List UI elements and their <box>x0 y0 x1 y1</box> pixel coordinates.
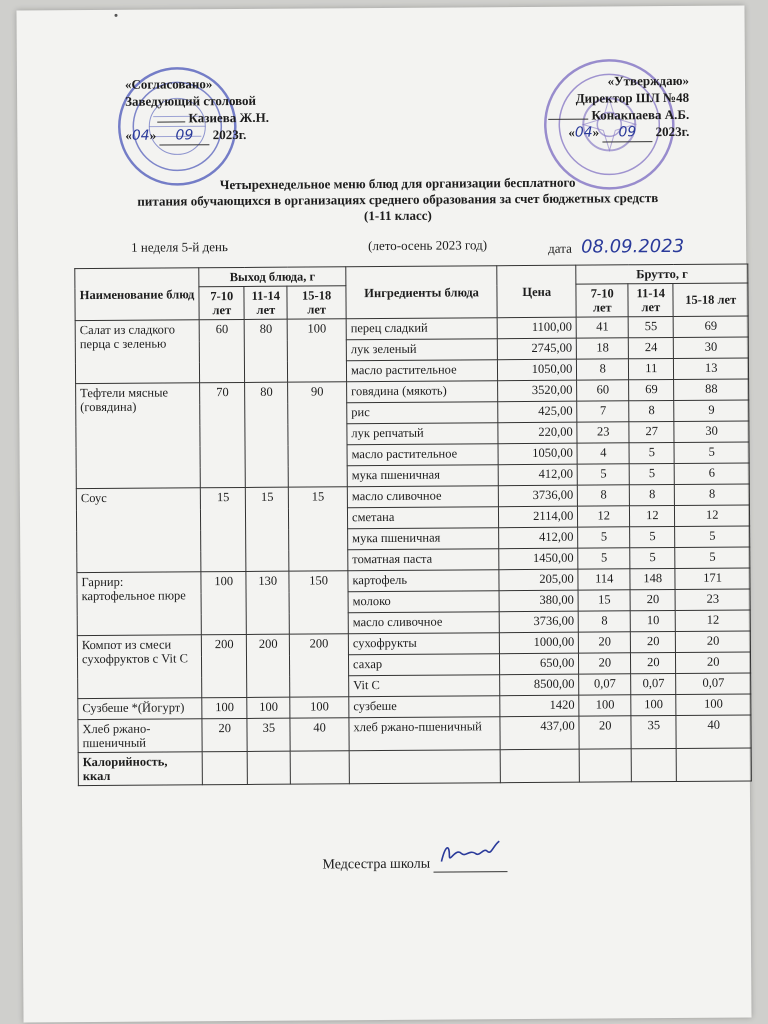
ingredient-name: молоко <box>348 591 499 613</box>
gross-age2: 0,07 <box>631 673 676 694</box>
gross-age2: 24 <box>629 337 674 358</box>
ingredient-price: 220,00 <box>498 422 577 444</box>
dish-yield-y1: 20 <box>202 718 247 751</box>
gross-age3: 8 <box>675 484 750 506</box>
gross-age3: 13 <box>674 358 749 380</box>
approval-left-position: Заведующий столовой <box>125 92 257 109</box>
gross-age3: 12 <box>675 505 750 527</box>
approval-left-day: 04 <box>131 127 150 144</box>
approval-right-position: Директор ШЛ №48 <box>575 89 690 106</box>
dish-yield-y3: 100 <box>287 319 346 382</box>
dish-yield-y1: 100 <box>201 571 247 634</box>
gross-age1: 8 <box>577 359 629 380</box>
date-value: 08.09.2023 <box>580 235 685 258</box>
dish-name: Салат из сладкого перца с зеленью <box>75 320 200 384</box>
header-yield-age3: 15-18 лет <box>287 286 346 319</box>
gross-age1: 60 <box>577 380 629 401</box>
dish-yield-y1: 70 <box>200 382 246 487</box>
gross-age2: 5 <box>630 547 675 568</box>
menu-table <box>74 263 752 786</box>
gross-age3: 6 <box>675 463 750 485</box>
gross-age1: 12 <box>578 506 630 527</box>
gross-age1: 18 <box>577 338 629 359</box>
dish-yield-y2: 35 <box>247 718 290 751</box>
gross-age1: 114 <box>578 569 630 590</box>
gross-age3: 30 <box>674 421 749 443</box>
ingredient-price: 650,00 <box>500 653 579 675</box>
ingredient-name: масло растительное <box>346 360 497 382</box>
header-ingredients: Ингредиенты блюда <box>346 266 498 319</box>
gross-age1: 23 <box>577 422 629 443</box>
gross-age2: 55 <box>628 316 673 337</box>
approval-left-name: Казиева Ж.Н. <box>188 109 270 126</box>
approval-left-year: 2023г. <box>212 126 247 143</box>
ingredient-name: картофель <box>348 570 499 592</box>
dish-name: Хлеб ржано-пшеничный <box>78 719 202 753</box>
gross-age2: 5 <box>629 442 674 463</box>
ingredient-name: хлеб ржано-пшеничный <box>349 717 501 751</box>
calories-row <box>78 748 751 786</box>
approval-left-month: 09 <box>175 127 194 144</box>
dish-name: Тефтели мясные (говядина) <box>76 383 201 489</box>
gross-age2: 35 <box>631 715 676 748</box>
ingredient-name: лук зеленый <box>346 339 497 361</box>
dish-yield-y3: 100 <box>290 697 349 718</box>
gross-age3: 40 <box>676 715 751 749</box>
signature-icon <box>435 839 505 869</box>
gross-age3: 20 <box>676 652 751 674</box>
gross-age1: 0,07 <box>579 674 631 695</box>
dish-yield-y1: 15 <box>201 487 247 571</box>
ingredient-name: мука пшеничная <box>348 528 499 550</box>
calories-cell <box>500 749 579 783</box>
menu-table-body <box>75 316 751 786</box>
header-yield-age2: 11-14 лет <box>244 286 287 319</box>
gross-age1: 8 <box>578 611 630 632</box>
header-yield-age1: 7-10 лет <box>199 286 244 319</box>
ingredient-price: 2114,00 <box>499 506 578 528</box>
gross-age2: 20 <box>630 589 675 610</box>
header-dish: Наименование блюд <box>75 268 200 321</box>
calories-cell <box>349 750 501 784</box>
ingredient-price: 1100,00 <box>497 317 576 339</box>
gross-age2: 69 <box>629 379 674 400</box>
ingredient-name: масло сливочное <box>347 486 498 508</box>
gross-age2: 5 <box>629 463 674 484</box>
nurse-label: Медсестра школы <box>322 856 431 873</box>
dish-yield-y3: 15 <box>289 487 348 571</box>
ingredient-price: 205,00 <box>499 569 578 591</box>
ingredient-price: 3520,00 <box>498 380 577 402</box>
ingredient-name: рис <box>347 402 498 424</box>
dish-yield-y2: 80 <box>244 319 287 382</box>
ingredient-name: Vit C <box>349 675 500 697</box>
gross-age3: 5 <box>675 526 750 548</box>
document-title <box>118 174 678 226</box>
ingredient-price: 3736,00 <box>499 611 578 633</box>
ingredient-price: 425,00 <box>498 401 577 423</box>
gross-age2: 20 <box>631 631 676 652</box>
gross-age3: 20 <box>676 631 751 653</box>
gross-age3: 69 <box>674 316 749 338</box>
gross-age1: 15 <box>578 590 630 611</box>
gross-age3: 30 <box>674 337 749 359</box>
gross-age3: 23 <box>675 589 750 611</box>
ingredient-name: масло растительное <box>347 444 498 466</box>
header-gross-age2: 11-14 лет <box>628 283 673 316</box>
gross-age2: 10 <box>630 610 675 631</box>
ingredient-price: 437,00 <box>500 716 579 750</box>
gross-age2: 20 <box>631 652 676 673</box>
season: (лето-осень 2023 год) <box>368 237 488 254</box>
calories-cell <box>631 748 676 781</box>
dish-yield-y3: 90 <box>288 382 347 487</box>
gross-age3: 88 <box>674 379 749 401</box>
calories-cell <box>290 751 349 784</box>
title-line-1: Четырехнедельное меню блюд для организации бесплатного <box>219 174 576 193</box>
gross-age1: 5 <box>578 548 630 569</box>
approval-right-date: «04» 09 2023г. <box>568 123 690 141</box>
gross-age1: 7 <box>577 401 629 422</box>
calories-cell <box>248 751 291 784</box>
table-row <box>78 715 751 753</box>
ingredient-name: сухофрукты <box>348 633 499 655</box>
approval-left-name-line <box>125 109 269 127</box>
ingredient-price: 8500,00 <box>500 674 579 696</box>
gross-age2: 148 <box>630 568 675 589</box>
ingredient-price: 412,00 <box>499 527 578 549</box>
approval-left-date: «04» 09 2023г. <box>125 126 247 144</box>
calories-cell <box>677 748 752 782</box>
document-page <box>16 5 751 1022</box>
ingredient-name: лук репчатый <box>347 423 498 445</box>
header-gross-age3: 15-18 лет <box>673 283 748 317</box>
approval-right-year: 2023г. <box>655 123 690 140</box>
page-mark <box>115 14 118 17</box>
gross-age3: 5 <box>675 547 750 569</box>
approval-right-day: 04 <box>574 124 593 141</box>
gross-age3: 100 <box>676 694 751 716</box>
dish-name: Сузбеше *(Йогурт) <box>78 698 202 720</box>
gross-age1: 41 <box>576 317 628 338</box>
gross-age1: 20 <box>579 653 631 674</box>
dish-yield-y3: 150 <box>289 571 348 634</box>
week-day: 1 неделя 5-й день <box>131 239 228 255</box>
ingredient-price: 1420 <box>500 695 579 717</box>
gross-age2: 5 <box>630 526 675 547</box>
dish-yield-y2: 200 <box>247 634 290 697</box>
gross-age1: 100 <box>579 695 631 716</box>
dish-yield-y1: 100 <box>202 697 247 718</box>
title-line-3: (1-11 класс) <box>363 207 432 224</box>
gross-age3: 12 <box>676 610 751 632</box>
dish-yield-y2: 100 <box>247 697 290 718</box>
gross-age2: 12 <box>630 505 675 526</box>
dish-yield-y3: 200 <box>290 634 349 697</box>
gross-age2: 8 <box>629 400 674 421</box>
approval-left-title: «Согласовано» <box>124 76 213 92</box>
dish-yield-y1: 60 <box>199 319 245 382</box>
gross-age3: 0,07 <box>676 673 751 695</box>
dish-yield-y3: 40 <box>290 718 349 751</box>
gross-age1: 20 <box>579 632 631 653</box>
approval-right-month: 09 <box>618 124 637 141</box>
dish-yield-y2: 15 <box>246 487 289 571</box>
ingredient-price: 1050,00 <box>498 443 577 465</box>
calories-cell <box>579 749 631 782</box>
ingredient-name: масло сливочное <box>348 612 499 634</box>
gross-age1: 5 <box>577 464 629 485</box>
dish-yield-y1: 200 <box>202 634 248 697</box>
ingredient-name: перец сладкий <box>346 318 497 340</box>
approval-block-left <box>125 75 269 146</box>
gross-age1: 4 <box>577 443 629 464</box>
ingredient-price: 380,00 <box>499 590 578 612</box>
date-label: дата <box>548 240 572 256</box>
gross-age1: 5 <box>578 527 630 548</box>
gross-age3: 171 <box>675 568 750 590</box>
gross-age1: 20 <box>579 716 631 749</box>
gross-age3: 5 <box>674 442 749 464</box>
dish-yield-y2: 130 <box>246 571 289 634</box>
approval-right-title: «Утверждаю» <box>607 72 690 89</box>
header-price: Цена <box>497 265 576 318</box>
ingredient-name: сахар <box>348 654 499 676</box>
ingredient-name: томатная паста <box>348 549 499 571</box>
calories-label: Калорийность, ккал <box>78 752 202 786</box>
calories-cell <box>202 751 247 784</box>
gross-age3: 9 <box>674 400 749 422</box>
ingredient-price: 412,00 <box>498 464 577 486</box>
header-gross: Брутто, г <box>576 264 748 284</box>
ingredient-name: говядина (мякоть) <box>347 381 498 403</box>
footer <box>322 853 507 873</box>
gross-age1: 8 <box>578 485 630 506</box>
approval-block-right <box>548 72 690 143</box>
ingredient-name: сметана <box>347 507 498 529</box>
gross-age2: 100 <box>631 694 676 715</box>
nurse-signature <box>434 853 508 873</box>
dish-name: Гарнир: картофельное пюре <box>77 572 202 636</box>
title-line-2: питания обучающихся в организациях среднего образования за счет бюджетных средств <box>137 190 659 209</box>
dish-name: Компот из смеси сухофруктов с Vit C <box>77 635 202 699</box>
ingredient-price: 3736,00 <box>499 485 578 507</box>
ingredient-name: сузбеше <box>349 696 500 718</box>
ingredient-name: мука пшеничная <box>347 465 498 487</box>
dish-yield-y2: 80 <box>245 382 289 487</box>
gross-age2: 27 <box>629 421 674 442</box>
date-field <box>548 236 684 258</box>
ingredient-price: 1000,00 <box>500 632 579 654</box>
ingredient-price: 1050,00 <box>498 359 577 381</box>
header-yield: Выход блюда, г <box>199 267 346 287</box>
dish-name: Соус <box>76 488 201 573</box>
gross-age2: 8 <box>630 484 675 505</box>
approval-right-name: Конакпаева А.Б. <box>591 106 690 123</box>
approval-right-name-line <box>548 106 689 124</box>
ingredient-price: 1450,00 <box>499 548 578 570</box>
ingredient-price: 2745,00 <box>498 338 577 360</box>
gross-age2: 11 <box>629 358 674 379</box>
header-gross-age1: 7-10 лет <box>576 284 628 317</box>
